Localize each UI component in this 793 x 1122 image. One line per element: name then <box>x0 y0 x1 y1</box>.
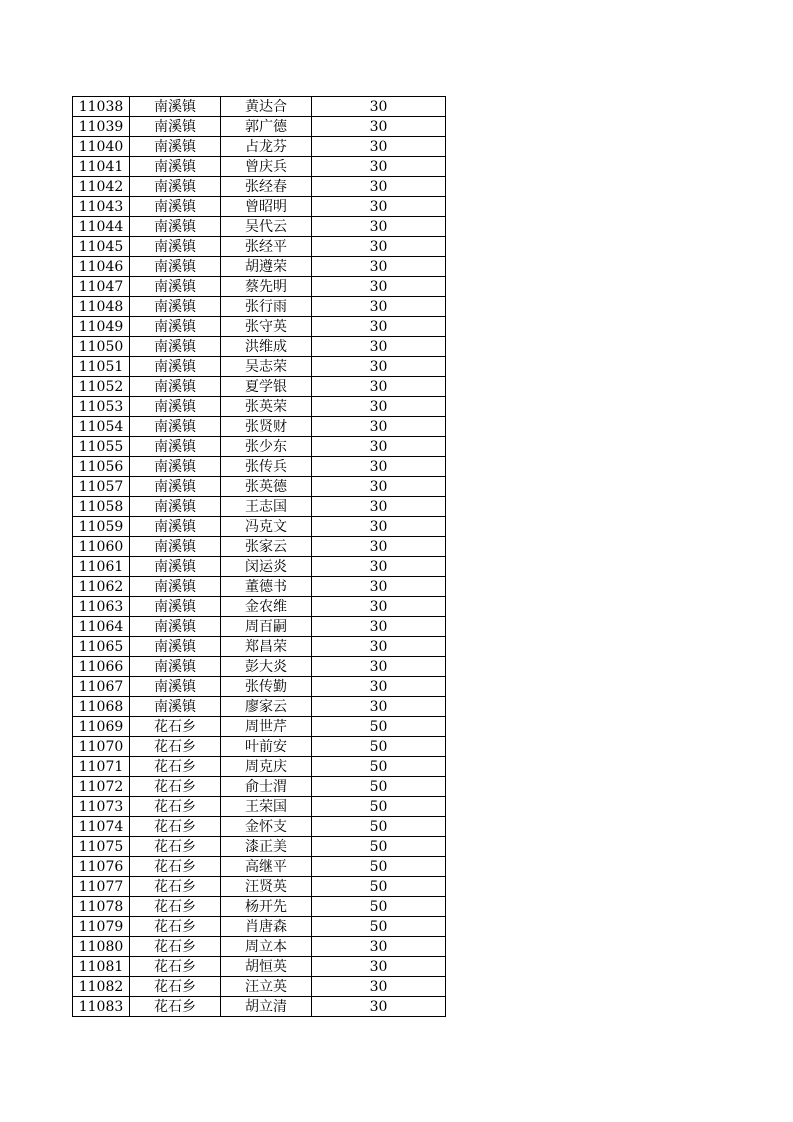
row-id-cell: 11059 <box>73 517 130 537</box>
name-cell: 彭大炎 <box>221 657 312 677</box>
town-cell: 南溪镇 <box>130 457 221 477</box>
row-id-cell: 11051 <box>73 357 130 377</box>
name-cell: 胡恒英 <box>221 957 312 977</box>
town-cell: 南溪镇 <box>130 257 221 277</box>
town-cell: 南溪镇 <box>130 477 221 497</box>
town-cell: 花石乡 <box>130 797 221 817</box>
amount-cell: 30 <box>312 377 446 397</box>
table-row <box>73 857 446 877</box>
town-cell: 花石乡 <box>130 937 221 957</box>
table-row <box>73 637 446 657</box>
town-cell: 南溪镇 <box>130 617 221 637</box>
row-id-cell: 11040 <box>73 137 130 157</box>
row-id-cell: 11057 <box>73 477 130 497</box>
name-cell: 周克庆 <box>221 757 312 777</box>
row-id-cell: 11049 <box>73 317 130 337</box>
row-id-cell: 11041 <box>73 157 130 177</box>
name-cell: 叶前安 <box>221 737 312 757</box>
amount-cell: 30 <box>312 477 446 497</box>
amount-cell: 30 <box>312 277 446 297</box>
row-id-cell: 11052 <box>73 377 130 397</box>
amount-cell: 30 <box>312 297 446 317</box>
name-cell: 漆正美 <box>221 837 312 857</box>
town-cell: 花石乡 <box>130 897 221 917</box>
table-row <box>73 317 446 337</box>
amount-cell: 30 <box>312 137 446 157</box>
row-id-cell: 11072 <box>73 777 130 797</box>
amount-cell: 50 <box>312 757 446 777</box>
table-row <box>73 357 446 377</box>
table-row <box>73 397 446 417</box>
row-id-cell: 11048 <box>73 297 130 317</box>
table-row <box>73 957 446 977</box>
town-cell: 南溪镇 <box>130 397 221 417</box>
table-row <box>73 977 446 997</box>
name-cell: 董德书 <box>221 577 312 597</box>
name-cell: 洪维成 <box>221 337 312 357</box>
amount-cell: 30 <box>312 117 446 137</box>
table-row <box>73 137 446 157</box>
amount-cell: 30 <box>312 157 446 177</box>
table-row <box>73 337 446 357</box>
town-cell: 南溪镇 <box>130 697 221 717</box>
amount-cell: 50 <box>312 917 446 937</box>
name-cell: 王荣国 <box>221 797 312 817</box>
table-row <box>73 597 446 617</box>
table-row <box>73 797 446 817</box>
row-id-cell: 11077 <box>73 877 130 897</box>
amount-cell: 30 <box>312 657 446 677</box>
name-cell: 张经春 <box>221 177 312 197</box>
amount-cell: 30 <box>312 957 446 977</box>
name-cell: 吴代云 <box>221 217 312 237</box>
name-cell: 汪立英 <box>221 977 312 997</box>
town-cell: 南溪镇 <box>130 197 221 217</box>
amount-cell: 30 <box>312 677 446 697</box>
row-id-cell: 11056 <box>73 457 130 477</box>
table-row <box>73 617 446 637</box>
name-cell: 肖唐森 <box>221 917 312 937</box>
amount-cell: 50 <box>312 877 446 897</box>
row-id-cell: 11082 <box>73 977 130 997</box>
row-id-cell: 11039 <box>73 117 130 137</box>
amount-cell: 30 <box>312 697 446 717</box>
town-cell: 南溪镇 <box>130 117 221 137</box>
table-row <box>73 757 446 777</box>
amount-cell: 30 <box>312 937 446 957</box>
table-row <box>73 477 446 497</box>
amount-cell: 50 <box>312 857 446 877</box>
table-row <box>73 517 446 537</box>
town-cell: 南溪镇 <box>130 237 221 257</box>
row-id-cell: 11067 <box>73 677 130 697</box>
amount-cell: 50 <box>312 777 446 797</box>
table-row <box>73 277 446 297</box>
row-id-cell: 11063 <box>73 597 130 617</box>
town-cell: 南溪镇 <box>130 357 221 377</box>
table-row <box>73 97 446 117</box>
name-cell: 张少东 <box>221 437 312 457</box>
table-row <box>73 177 446 197</box>
table-row <box>73 657 446 677</box>
row-id-cell: 11069 <box>73 717 130 737</box>
amount-cell: 50 <box>312 897 446 917</box>
name-cell: 闵运炎 <box>221 557 312 577</box>
row-id-cell: 11080 <box>73 937 130 957</box>
table-row <box>73 437 446 457</box>
town-cell: 南溪镇 <box>130 97 221 117</box>
table-row <box>73 197 446 217</box>
row-id-cell: 11058 <box>73 497 130 517</box>
table-row <box>73 937 446 957</box>
name-cell: 张家云 <box>221 537 312 557</box>
amount-cell: 30 <box>312 197 446 217</box>
table-row <box>73 577 446 597</box>
table-row <box>73 257 446 277</box>
amount-cell: 30 <box>312 997 446 1017</box>
name-cell: 周世芹 <box>221 717 312 737</box>
amount-cell: 50 <box>312 797 446 817</box>
name-cell: 周百嗣 <box>221 617 312 637</box>
town-cell: 南溪镇 <box>130 637 221 657</box>
town-cell: 南溪镇 <box>130 277 221 297</box>
town-cell: 南溪镇 <box>130 157 221 177</box>
row-id-cell: 11044 <box>73 217 130 237</box>
table-row <box>73 897 446 917</box>
row-id-cell: 11065 <box>73 637 130 657</box>
amount-cell: 30 <box>312 517 446 537</box>
row-id-cell: 11073 <box>73 797 130 817</box>
name-cell: 张传勤 <box>221 677 312 697</box>
row-id-cell: 11064 <box>73 617 130 637</box>
row-id-cell: 11062 <box>73 577 130 597</box>
amount-cell: 30 <box>312 417 446 437</box>
row-id-cell: 11070 <box>73 737 130 757</box>
name-cell: 黄达合 <box>221 97 312 117</box>
table-row <box>73 817 446 837</box>
amount-cell: 30 <box>312 457 446 477</box>
name-cell: 郭广德 <box>221 117 312 137</box>
table-row <box>73 917 446 937</box>
amount-cell: 30 <box>312 977 446 997</box>
row-id-cell: 11061 <box>73 557 130 577</box>
row-id-cell: 11071 <box>73 757 130 777</box>
row-id-cell: 11078 <box>73 897 130 917</box>
name-cell: 张贤财 <box>221 417 312 437</box>
table-row <box>73 157 446 177</box>
town-cell: 花石乡 <box>130 757 221 777</box>
amount-cell: 30 <box>312 317 446 337</box>
amount-cell: 50 <box>312 817 446 837</box>
amount-cell: 30 <box>312 237 446 257</box>
row-id-cell: 11045 <box>73 237 130 257</box>
town-cell: 南溪镇 <box>130 317 221 337</box>
name-cell: 廖家云 <box>221 697 312 717</box>
row-id-cell: 11066 <box>73 657 130 677</box>
amount-cell: 30 <box>312 637 446 657</box>
town-cell: 南溪镇 <box>130 417 221 437</box>
town-cell: 南溪镇 <box>130 657 221 677</box>
name-cell: 汪贤英 <box>221 877 312 897</box>
name-cell: 高继平 <box>221 857 312 877</box>
row-id-cell: 11074 <box>73 817 130 837</box>
name-cell: 杨开先 <box>221 897 312 917</box>
amount-cell: 30 <box>312 577 446 597</box>
name-cell: 曾昭明 <box>221 197 312 217</box>
row-id-cell: 11081 <box>73 957 130 977</box>
town-cell: 花石乡 <box>130 737 221 757</box>
town-cell: 南溪镇 <box>130 677 221 697</box>
town-cell: 花石乡 <box>130 717 221 737</box>
town-cell: 南溪镇 <box>130 177 221 197</box>
row-id-cell: 11054 <box>73 417 130 437</box>
table-row <box>73 677 446 697</box>
row-id-cell: 11042 <box>73 177 130 197</box>
name-cell: 冯克文 <box>221 517 312 537</box>
row-id-cell: 11076 <box>73 857 130 877</box>
town-cell: 南溪镇 <box>130 337 221 357</box>
row-id-cell: 11083 <box>73 997 130 1017</box>
town-cell: 南溪镇 <box>130 217 221 237</box>
name-cell: 占龙芬 <box>221 137 312 157</box>
table-row <box>73 777 446 797</box>
name-cell: 张英德 <box>221 477 312 497</box>
table-row <box>73 237 446 257</box>
town-cell: 南溪镇 <box>130 297 221 317</box>
table-row <box>73 837 446 857</box>
table-row <box>73 297 446 317</box>
table-row <box>73 457 446 477</box>
name-cell: 张守英 <box>221 317 312 337</box>
row-id-cell: 11053 <box>73 397 130 417</box>
table-row <box>73 117 446 137</box>
row-id-cell: 11038 <box>73 97 130 117</box>
amount-cell: 30 <box>312 437 446 457</box>
row-id-cell: 11046 <box>73 257 130 277</box>
table-row <box>73 537 446 557</box>
amount-cell: 30 <box>312 357 446 377</box>
table-body <box>73 97 446 1017</box>
table-row <box>73 497 446 517</box>
amount-cell: 30 <box>312 337 446 357</box>
name-cell: 张经平 <box>221 237 312 257</box>
town-cell: 南溪镇 <box>130 597 221 617</box>
amount-cell: 30 <box>312 97 446 117</box>
row-id-cell: 11060 <box>73 537 130 557</box>
table-row <box>73 377 446 397</box>
table-row <box>73 717 446 737</box>
town-cell: 花石乡 <box>130 817 221 837</box>
name-cell: 曾庆兵 <box>221 157 312 177</box>
amount-cell: 30 <box>312 617 446 637</box>
name-cell: 胡立清 <box>221 997 312 1017</box>
table-row <box>73 737 446 757</box>
town-cell: 南溪镇 <box>130 497 221 517</box>
name-cell: 郑昌荣 <box>221 637 312 657</box>
amount-cell: 30 <box>312 597 446 617</box>
town-cell: 南溪镇 <box>130 377 221 397</box>
data-table <box>72 96 446 1017</box>
row-id-cell: 11055 <box>73 437 130 457</box>
town-cell: 花石乡 <box>130 777 221 797</box>
name-cell: 俞士渭 <box>221 777 312 797</box>
name-cell: 金农维 <box>221 597 312 617</box>
table-row <box>73 557 446 577</box>
name-cell: 吴志荣 <box>221 357 312 377</box>
name-cell: 周立本 <box>221 937 312 957</box>
table-row <box>73 877 446 897</box>
town-cell: 南溪镇 <box>130 537 221 557</box>
row-id-cell: 11079 <box>73 917 130 937</box>
name-cell: 王志国 <box>221 497 312 517</box>
town-cell: 南溪镇 <box>130 577 221 597</box>
table-row <box>73 697 446 717</box>
amount-cell: 30 <box>312 537 446 557</box>
name-cell: 张传兵 <box>221 457 312 477</box>
town-cell: 花石乡 <box>130 997 221 1017</box>
town-cell: 花石乡 <box>130 977 221 997</box>
town-cell: 花石乡 <box>130 837 221 857</box>
amount-cell: 30 <box>312 217 446 237</box>
row-id-cell: 11068 <box>73 697 130 717</box>
amount-cell: 50 <box>312 737 446 757</box>
table-row <box>73 997 446 1017</box>
amount-cell: 50 <box>312 717 446 737</box>
row-id-cell: 11043 <box>73 197 130 217</box>
town-cell: 花石乡 <box>130 917 221 937</box>
town-cell: 南溪镇 <box>130 437 221 457</box>
name-cell: 夏学银 <box>221 377 312 397</box>
amount-cell: 50 <box>312 837 446 857</box>
town-cell: 南溪镇 <box>130 557 221 577</box>
name-cell: 胡遵荣 <box>221 257 312 277</box>
town-cell: 南溪镇 <box>130 137 221 157</box>
table-row <box>73 217 446 237</box>
amount-cell: 30 <box>312 497 446 517</box>
amount-cell: 30 <box>312 177 446 197</box>
name-cell: 张英荣 <box>221 397 312 417</box>
town-cell: 南溪镇 <box>130 517 221 537</box>
row-id-cell: 11047 <box>73 277 130 297</box>
amount-cell: 30 <box>312 557 446 577</box>
table-row <box>73 417 446 437</box>
amount-cell: 30 <box>312 397 446 417</box>
town-cell: 花石乡 <box>130 957 221 977</box>
row-id-cell: 11075 <box>73 837 130 857</box>
name-cell: 蔡先明 <box>221 277 312 297</box>
town-cell: 花石乡 <box>130 857 221 877</box>
amount-cell: 30 <box>312 257 446 277</box>
name-cell: 张行雨 <box>221 297 312 317</box>
name-cell: 金怀支 <box>221 817 312 837</box>
town-cell: 花石乡 <box>130 877 221 897</box>
row-id-cell: 11050 <box>73 337 130 357</box>
